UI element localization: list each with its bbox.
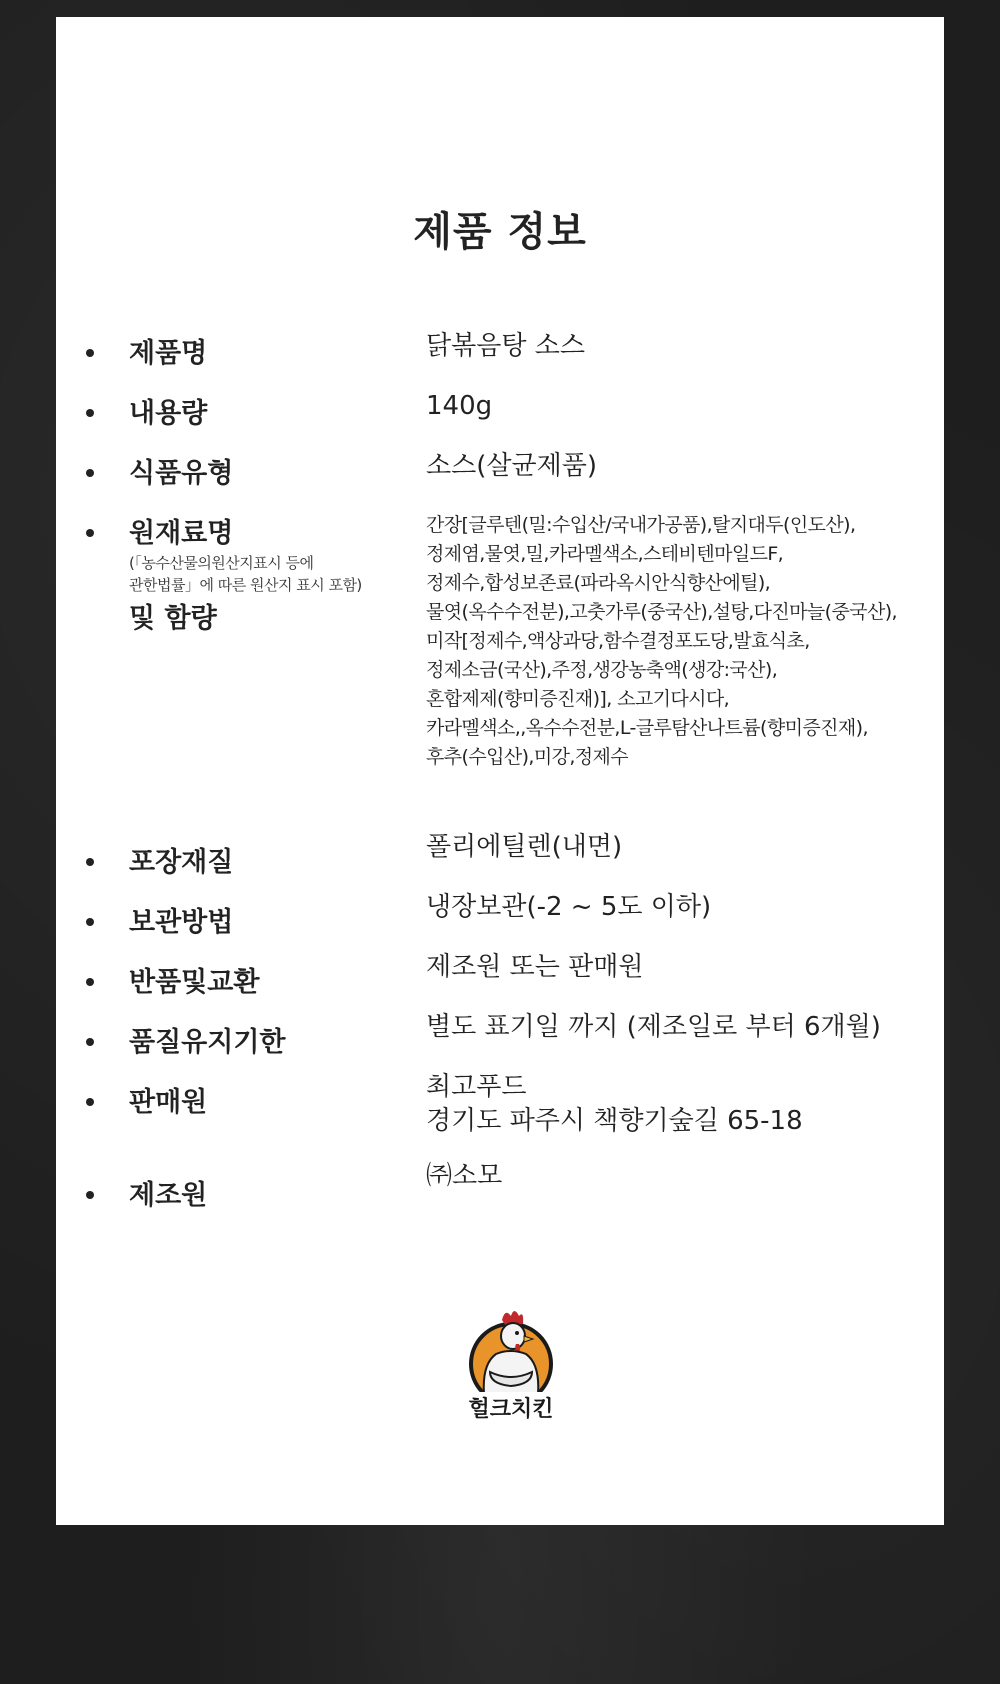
brand-logo: [456, 1302, 566, 1427]
row-value: 닭볶음탕 소스: [426, 331, 585, 361]
seller-address: 경기도 파주시 책향기숲길 65-18: [426, 1106, 803, 1136]
ingredient-line: 카라멜색소,,옥수수전분,L-글루탐산나트륨(향미증진재),: [426, 717, 868, 739]
row-label: 품질유지기한: [129, 1027, 286, 1058]
ingredient-line: 정제염,물엿,밀,카라멜색소,스테비텐마일드F,: [426, 543, 784, 565]
rooster-mascot-icon: [456, 1302, 566, 1427]
row-value: 폴리에틸렌(내면): [426, 832, 623, 862]
ingredient-line: 간장[글루텐(밀:수입산/국내가공품),탈지대두(인도산),: [426, 514, 856, 536]
ingredient-line: 물엿(옥수수전분),고춧가루(중국산),설탕,다진마늘(중국산),: [426, 601, 897, 623]
row-sublabel: 관한법률」에 따른 원산지 표시 포함): [129, 576, 362, 594]
row-value: 별도 표기일 까지 (제조일로 부터 6개월): [426, 1012, 881, 1042]
bullet-icon: [86, 469, 94, 477]
row-label: 제품명: [129, 338, 208, 369]
bullet-icon: [86, 858, 94, 866]
row-label: 식품유형: [129, 458, 234, 489]
ingredient-line: 미작[정제수,액상과당,함수결정포도당,발효식초,: [426, 630, 810, 652]
page-title: 제품 정보: [413, 209, 587, 255]
ingredient-line: 정제수,합성보존료(파라옥시안식향산에틸),: [426, 572, 771, 594]
row-value: [426, 1070, 803, 1138]
bullet-icon: [86, 409, 94, 417]
row-value: ㈜소모: [426, 1161, 503, 1191]
bullet-icon: [86, 529, 94, 537]
ingredient-line: 후추(수입산),미강,정제수: [426, 746, 629, 768]
row-label-secondary: 및 함량: [129, 603, 217, 634]
bullet-icon: [86, 1098, 94, 1106]
logo-text: 헐크치킨: [468, 1397, 554, 1422]
ingredient-line: 혼합제제(향미증진재)], 소고기다시다,: [426, 688, 730, 710]
row-value: 140g: [426, 391, 493, 421]
ingredients-label-block: [129, 511, 362, 635]
row-value: 제조원 또는 판매원: [426, 952, 644, 982]
bullet-icon: [86, 1038, 94, 1046]
row-label: 판매원: [129, 1087, 208, 1118]
product-info-card: [56, 17, 944, 1525]
bullet-icon: [86, 349, 94, 357]
seller-name: 최고푸드: [426, 1072, 527, 1102]
bullet-icon: [86, 1191, 94, 1199]
row-value: 냉장보관(-2 ~ 5도 이하): [426, 892, 712, 922]
bullet-icon: [86, 978, 94, 986]
row-value: 소스(살균제품): [426, 451, 597, 481]
bullet-icon: [86, 918, 94, 926]
row-label: 보관방법: [129, 907, 234, 938]
ingredients-list: [426, 511, 897, 772]
row-label: 반품및교환: [129, 967, 260, 998]
row-sublabel: (「농수산물의원산지표시 등에: [129, 554, 314, 572]
row-label: 포장재질: [129, 847, 234, 878]
ingredient-line: 정제소금(국산),주정,생강농축액(생강:국산),: [426, 659, 778, 681]
row-label: 원재료명: [129, 518, 234, 549]
row-label: 내용량: [129, 398, 208, 429]
row-label: 제조원: [129, 1180, 208, 1211]
